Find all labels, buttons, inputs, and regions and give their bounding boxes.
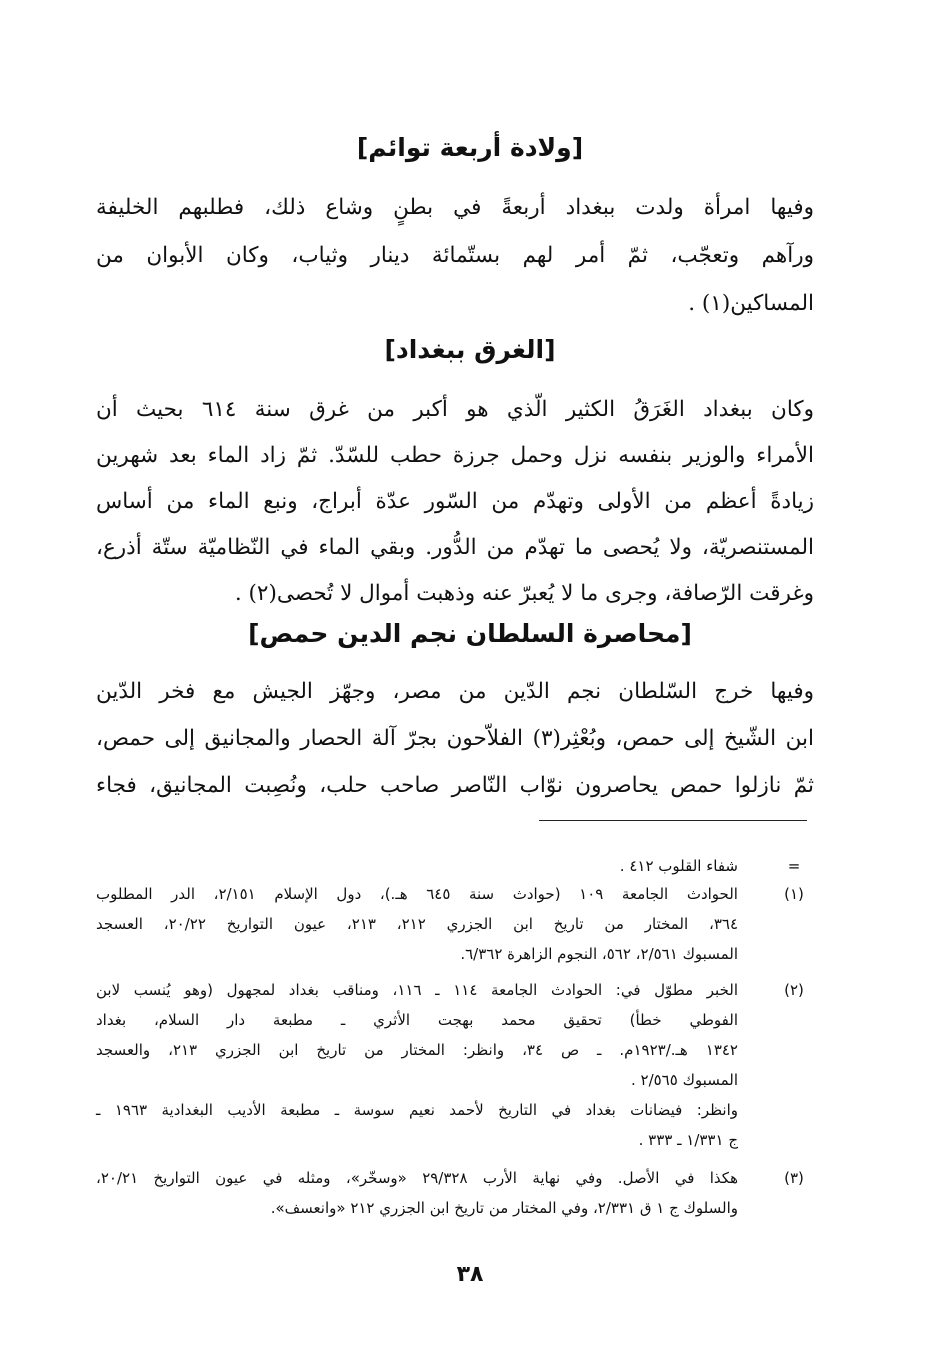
footnote-line: الفوطي خطأ) تحقيق محمد بهجت الأثري ـ مطبعة دار السلام، بغداد xyxy=(96,1011,738,1029)
footnote-line: ج ١/٣٣١ ـ ٣٣٣ . xyxy=(638,1131,738,1149)
section-heading-quadruplets: [ولادة أربعة توائم] xyxy=(356,133,584,162)
body-line: المساكين(١) . xyxy=(688,291,814,316)
footnote-line: الخبر مطوّل في: الحوادث الجامعة ١١٤ ـ ١١٦، ومناقب بغداد لمجهول (وهو يُنسب لابن xyxy=(96,981,739,999)
footnote-line: المسبوك ٢/٥٦١، ٥٦٢، النجوم الزاهرة ٦/٣٦٢. xyxy=(460,945,738,963)
page-number: ٣٨ xyxy=(456,1262,484,1287)
footnote-mark: = xyxy=(787,857,801,875)
footnote-line: هكذا في الأصل. وفي نهاية الأرب ٢٩/٣٢٨ «وسخّر»، ومثله في عيون التواريخ ٢٠/٢١، xyxy=(96,1169,738,1187)
footnote-mark: (٢) xyxy=(784,981,804,999)
footnote-line: المسبوك ٢/٥٦٥ . xyxy=(630,1071,738,1089)
body-line: وفيها خرج السّلطان نجم الدّين من مصر، وجهّز الجيش مع فخر الدّين xyxy=(96,679,814,704)
body-line: وفيها امرأة ولدت ببغداد أربعةً في بطنٍ وشاع ذلك، فطلبهم الخليفة xyxy=(96,195,814,220)
footnote-line: الحوادث الجامعة ١٠٩ (حوادث سنة ٦٤٥ هـ.)، دول الإسلام ٢/١٥١، الدر المطلوب xyxy=(96,885,738,903)
section-heading-siege-of-homs: [محاصرة السلطان نجم الدين حمص] xyxy=(248,619,692,648)
body-line: زيادةً أعظم من الأولى وتهدّم من السّور عدّة أبراج، ونبع الماء من أساس xyxy=(96,489,814,514)
footnote-line: ١٣٤٢ هـ./١٩٢٣م. ـ ص ٣٤، وانظر: المختار من تاريخ ابن الجزري ٢١٣، والعسجد xyxy=(96,1041,738,1059)
footnote-line: شفاء القلوب ٤١٢ . xyxy=(619,857,738,875)
body-line: وغرقت الرّصافة، وجرى ما لا يُعبرّ عنه وذهبت أموال لا تُحصى(٢) . xyxy=(234,581,814,606)
footnote-mark: (٣) xyxy=(784,1169,804,1187)
section-heading-baghdad-flood: [الغرق ببغداد] xyxy=(384,335,556,364)
body-line: الأمراء والوزير بنفسه نزل وحمل جرزة حطب للسّدّ. ثمّ زاد الماء بعد شهرين xyxy=(96,443,814,468)
footnote-line: والسلوك ج ١ ق ٢/٣٣١، وفي المختار من تاريخ ابن الجزري ٢١٢ «وانعسف». xyxy=(270,1199,738,1217)
footnote-divider xyxy=(539,820,807,821)
body-line: ابن الشّيخ إلى حمص، وبُعْثِر(٣) الفلاّحون بجرّ آلة الحصار والمجانيق إلى حمص، xyxy=(96,726,814,751)
body-line: ورآهم وتعجّب، ثمّ أمر لهم بستّمائة دينار وثياب، وكان الأبوان من xyxy=(96,243,814,268)
footnote-line: ٣٦٤، المختار من تاريخ ابن الجزري ٢١٢، ٢١٣، عيون التواريخ ٢٠/٢٢، العسجد xyxy=(96,915,739,933)
body-line: وكان ببغداد الغَرَقُ الكثير الّذي هو أكبر من غرق سنة ٦١٤ بحيث أن xyxy=(96,397,814,422)
footnote-line: وانظر: فيضانات بغداد في التاريخ لأحمد نعيم سوسة ـ مطبعة الأديب البغدادية ١٩٦٣ ـ xyxy=(96,1101,738,1119)
body-line: ثمّ نازلوا حمص يحاصرون نوّاب النّاصر صاحب حلب، ونُصِبت المجانيق، فجاء xyxy=(96,773,814,798)
footnote-mark: (١) xyxy=(784,885,804,903)
body-line: المستنصريّة، ولا يُحصى ما تهدّم من الدُّور. وبقي الماء في النّظاميّة ستّة أذرع، xyxy=(96,535,814,560)
